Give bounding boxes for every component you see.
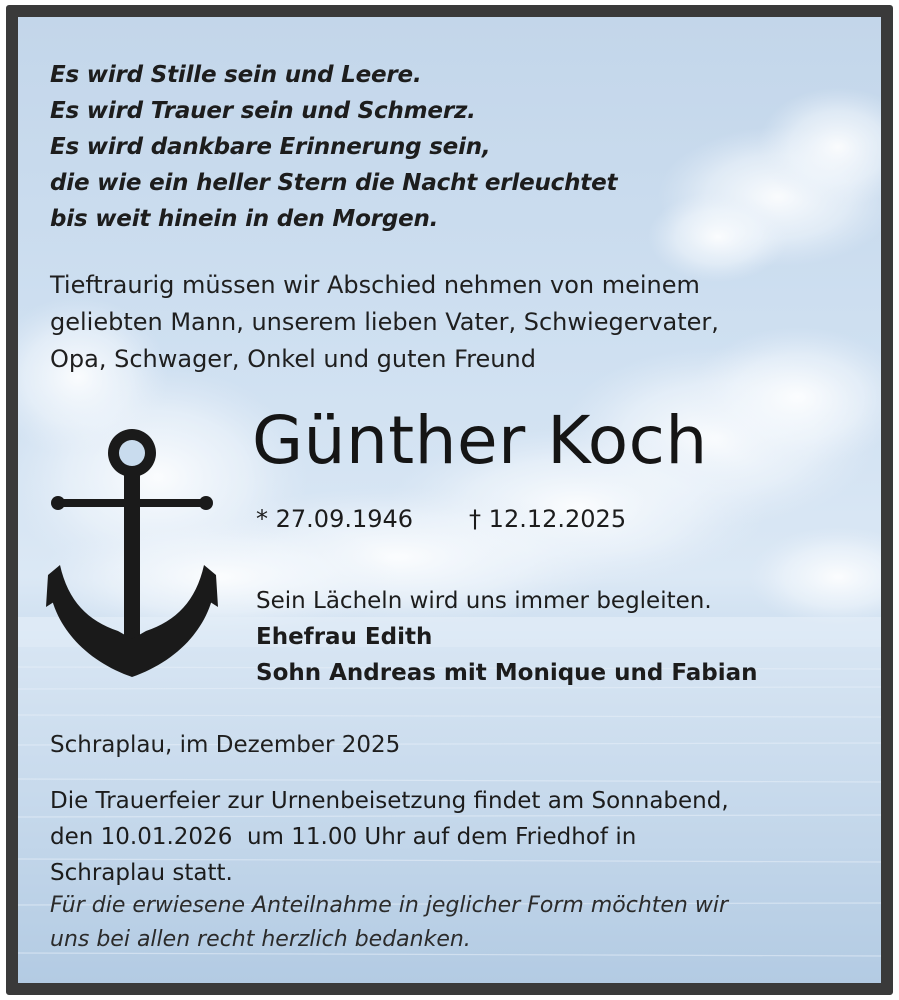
thanks-line: uns bei allen recht herzlich bedanken.: [50, 927, 471, 952]
thanks-note: [50, 889, 728, 957]
verse-line: bis weit hinein in den Morgen.: [50, 206, 439, 232]
verse-line: Es wird dankbare Erinnerung sein,: [50, 134, 491, 160]
death-date: † 12.12.2025: [469, 505, 627, 533]
verse-line: die wie ein heller Stern die Nacht erleuchtet: [50, 170, 618, 196]
service-line: Schraplau statt.: [50, 860, 233, 886]
verse-line: Es wird Trauer sein und Schmerz.: [50, 98, 476, 124]
funeral-service-info: [50, 783, 729, 891]
mourner-son: Sohn Andreas mit Monique und Fabian: [256, 660, 758, 686]
verse-line: Es wird Stille sein und Leere.: [50, 62, 422, 88]
mourner-wife: Ehefrau Edith: [256, 624, 433, 650]
thanks-line: Für die erwiesene Anteilnahme in jeglicher Form möchten wir: [50, 893, 729, 918]
family-block: [256, 583, 758, 691]
birth-date: * 27.09.1946: [256, 505, 414, 533]
life-dates: [256, 501, 626, 537]
place-and-date: Schraplau, im Dezember 2025: [50, 732, 401, 758]
memorial-verse: [50, 57, 617, 237]
intro-line: Opa, Schwager, Onkel und guten Freund: [50, 345, 536, 373]
deceased-name: Günther Koch: [252, 402, 708, 479]
intro-line: geliebten Mann, unserem lieben Vater, Schwiegervater,: [50, 308, 719, 336]
obituary-card: [6, 5, 893, 995]
intro-text: [50, 267, 719, 378]
anchor-icon: [46, 425, 218, 681]
memorial-quote: Sein Lächeln wird uns immer begleiten.: [256, 588, 712, 614]
intro-line: Tieftraurig müssen wir Abschied nehmen von meinem: [50, 271, 700, 299]
obituary-content: [18, 17, 881, 983]
service-line: den 10.01.2026 um 11.00 Uhr auf dem Friedhof in: [50, 824, 637, 850]
service-line: Die Trauerfeier zur Urnenbeisetzung findet am Sonnabend,: [50, 788, 729, 814]
